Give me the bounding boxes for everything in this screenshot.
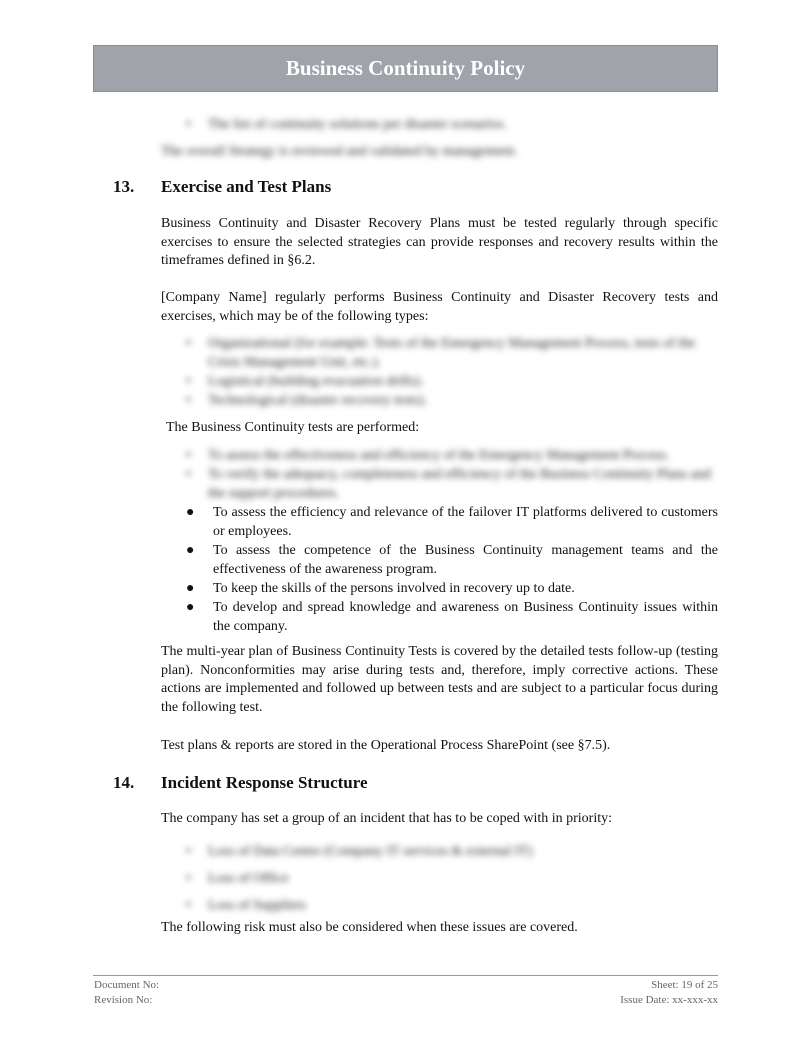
footer-document-no: Document No: bbox=[94, 979, 160, 991]
section-13-paragraph-2: [Company Name] regularly performs Business Continuity and Disaster Recovery tests and exercises, which may be of the following types: bbox=[161, 290, 718, 324]
bullet-icon: ● bbox=[186, 543, 195, 558]
section-14-number: 14. bbox=[113, 773, 135, 792]
section-13-heading bbox=[113, 177, 331, 197]
bullet-icon: ● bbox=[186, 581, 195, 596]
bullet-icon: ● bbox=[186, 505, 195, 520]
document-title: Business Continuity Policy bbox=[285, 56, 526, 80]
list-item: ● To assess the efficiency and relevance of the failover IT platforms delivered to customers or employees. bbox=[186, 505, 718, 539]
footer-sheet: Sheet: 19 of 25 bbox=[651, 979, 718, 991]
section-13-title: Exercise and Test Plans bbox=[161, 177, 332, 196]
section-14-paragraph-1: The company has set a group of an incident that has to be coped with in priority: bbox=[161, 811, 612, 826]
section-14-title: Incident Response Structure bbox=[161, 773, 368, 792]
section-13-paragraph-4: Test plans & reports are stored in the Operational Process SharePoint (see §7.5). bbox=[161, 738, 611, 753]
list-item: ● To keep the skills of the persons involved in recovery up to date. bbox=[186, 581, 575, 596]
footer-issue-date: Issue Date: xx-xxx-xx bbox=[620, 994, 718, 1006]
section-14-paragraph-2: The following risk must also be considered when these issues are covered. bbox=[161, 920, 578, 935]
section-14-heading bbox=[113, 773, 368, 793]
tests-intro: The Business Continuity tests are performed: bbox=[166, 420, 420, 435]
section-13-paragraph-3: The multi-year plan of Business Continuity Tests is covered by the detailed tests follow-up (testing plan). Nonconformities may arise during tests and, therefore, imply corrective actions. These actions are implemented and followed up between tests and are subject to a particular focus during the following test. bbox=[161, 644, 718, 716]
blurred-test-types: • Organizational (for example: Tests of the Emergency Management Process, tests of the Crisis Management Unit, etc.). • Logistical (building evacuation drills). • Technological (disaster recovery tests). bbox=[186, 336, 696, 408]
footer-divider bbox=[93, 975, 718, 976]
blurred-tests-list: • To assess the effectiveness and efficiency of the Emergency Management Process. • To verify the adequacy, completeness and efficiency of the Business Continuity Plans and the support procedures. bbox=[186, 448, 711, 501]
blurred-incident-list: • Loss of Data Centre (Company IT services & external IT) • Loss of Office • Loss of Suppliers bbox=[186, 844, 533, 913]
bullet-icon: ● bbox=[186, 600, 195, 615]
section-13-number: 13. bbox=[113, 177, 135, 196]
blurred-bullet-top: • The list of continuity solutions per disaster scenarios. bbox=[186, 117, 507, 132]
list-item: ● To develop and spread knowledge and awareness on Business Continuity issues within the company. bbox=[186, 600, 718, 634]
section-13-paragraph-1: Business Continuity and Disaster Recovery Plans must be tested regularly through specific exercises to ensure the selected strategies can provide responses and recovery results within the timeframes defined in §6.2. bbox=[161, 216, 718, 269]
tests-bullet-list bbox=[186, 503, 718, 636]
blurred-line-top: The overall Strategy is reviewed and validated by management. bbox=[161, 144, 518, 159]
list-item: ● To assess the competence of the Business Continuity management teams and the effectiveness of the awareness program. bbox=[186, 543, 718, 577]
document-header-bar bbox=[93, 45, 718, 92]
footer-revision-no: Revision No: bbox=[94, 994, 153, 1006]
